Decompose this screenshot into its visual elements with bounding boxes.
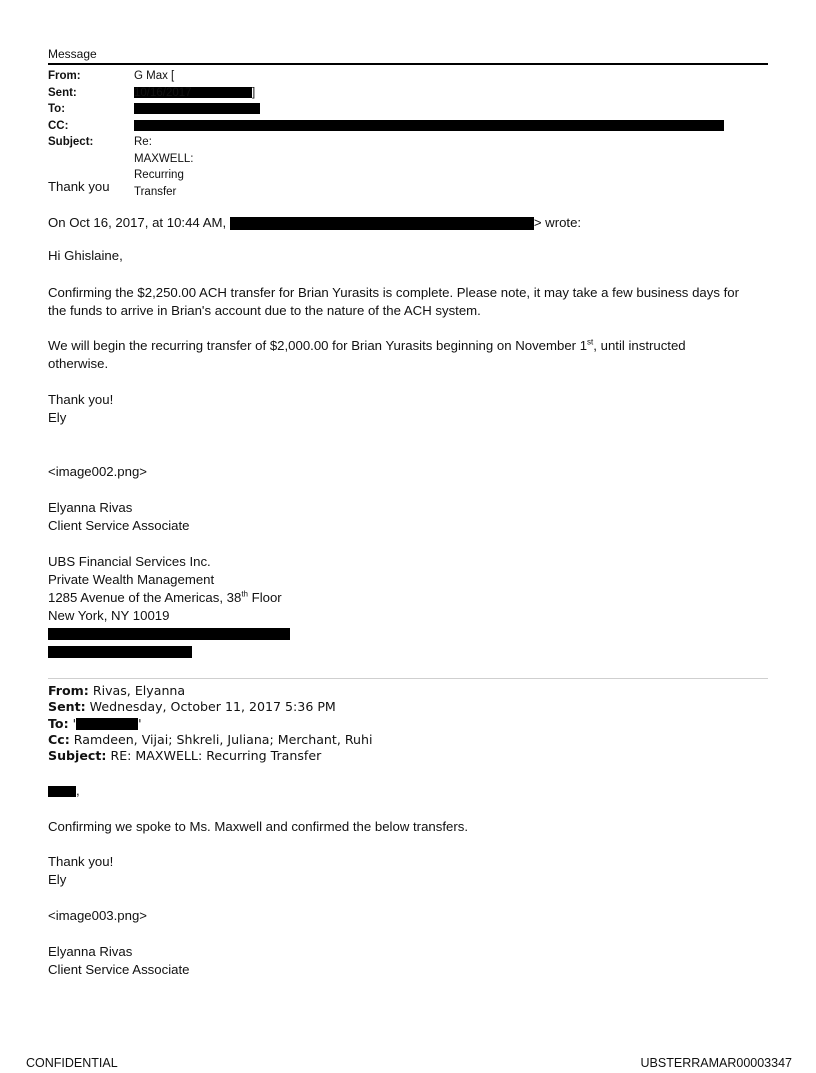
redaction-bar [134, 103, 260, 114]
sent-value: 10/16/2017 [134, 86, 192, 99]
street-address: 1285 Avenue of the Americas, 38th Floor [48, 589, 282, 605]
redaction-bar [48, 786, 76, 797]
paragraph-1-line-2: the funds to arrive in Brian's account due to the nature of the ACH system. [48, 303, 481, 318]
fwd-subject-row: Subject: RE: MAXWELL: Recurring Transfer [48, 748, 322, 764]
header-rule [48, 63, 768, 65]
company-name: UBS Financial Services Inc. [48, 554, 211, 569]
from-label: From: [48, 70, 81, 82]
fwd-signature-title: Client Service Associate [48, 962, 190, 977]
fwd-to-row: To: ' ' [48, 715, 142, 731]
redaction-bar [134, 120, 724, 131]
signoff-line-2: Ely [48, 410, 67, 425]
fwd-image-placeholder: <image003.png> [48, 908, 147, 923]
signature-title: Client Service Associate [48, 518, 190, 533]
fwd-cc-row: Cc: Ramdeen, Vijai; Shkreli, Juliana; Merchant, Ruhi [48, 731, 373, 747]
fwd-signature-name: Elyanna Rivas [48, 944, 133, 959]
cc-label: CC: [48, 119, 69, 132]
quote-line: On Oct 16, 2017, at 10:44 AM, > wrote: [48, 215, 582, 230]
from-value: G Max [] [134, 70, 256, 99]
confidential-label: CONFIDENTIAL [26, 1056, 118, 1070]
greeting: Hi Ghislaine, [48, 248, 123, 263]
redaction-bar [48, 628, 290, 640]
to-label: To: [48, 103, 66, 115]
city-address: New York, NY 10019 [48, 608, 170, 623]
paragraph-2-line-1: We will begin the recurring transfer of $2,000.00 for Brian Yurasits beginning on November 1st, until instructed [48, 337, 686, 353]
signature-name: Elyanna Rivas [48, 500, 133, 515]
message-label: Message [48, 47, 97, 61]
fwd-sent-row: Sent: Wednesday, October 11, 2017 5:36 PM [48, 699, 336, 715]
to-value [134, 101, 260, 118]
subject-label: Subject: [48, 136, 94, 148]
fwd-signoff-line-2: Ely [48, 872, 67, 887]
division-name: Private Wealth Management [48, 572, 215, 587]
fwd-from-row: From: Rivas, Elyanna [48, 683, 186, 698]
fwd-signoff-line-1: Thank you! [48, 854, 114, 869]
bates-number: UBSTERRAMAR00003347 [640, 1056, 792, 1070]
forwarded-header [48, 683, 372, 764]
paragraph-2-line-2: otherwise. [48, 356, 109, 371]
paragraph-1-line-1: Confirming the $2,250.00 ACH transfer for Brian Yurasits is complete. Please note, it may take a few business days for [48, 285, 739, 300]
forward-separator [48, 678, 768, 679]
image-placeholder: <image002.png> [48, 464, 147, 479]
redaction-bar [230, 217, 534, 230]
redaction-bar [76, 718, 138, 730]
fwd-body-line: Confirming we spoke to Ms. Maxwell and confirmed the below transfers. [48, 819, 468, 834]
signoff-line-1: Thank you! [48, 392, 114, 407]
thanks-line: Thank you [48, 179, 110, 194]
sent-label: Sent: [48, 86, 77, 99]
fwd-greeting: , [48, 782, 80, 800]
redaction-bar [48, 646, 192, 658]
subject-value: Re: MAXWELL: Recurring Transfer [134, 136, 194, 198]
cc-value [134, 118, 724, 135]
